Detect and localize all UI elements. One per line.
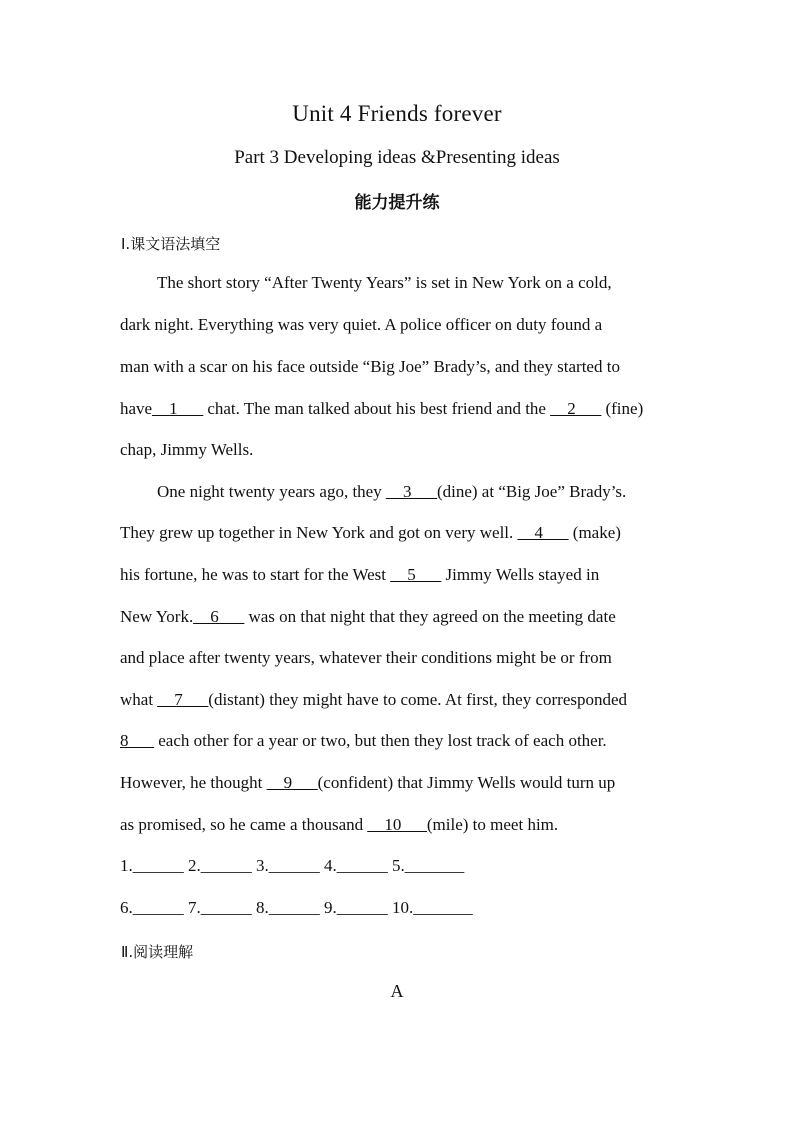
passage-line xyxy=(120,357,620,377)
passage-text-segment: However, he thought xyxy=(120,773,267,792)
passage-text-segment: chat. The man talked about his best friend and the xyxy=(203,399,551,418)
passage-text-segment: (mile) to meet him. xyxy=(426,815,559,834)
passage-text-segment: (fine) xyxy=(601,399,644,418)
passage-text-segment: man with a scar on his face outside “Big Joe” Brady’s, and they started to xyxy=(120,357,620,376)
passage-line xyxy=(120,607,616,627)
passage-text-segment: They grew up together in New York and got on very well. xyxy=(120,523,518,542)
passage-text-segment: (make) xyxy=(568,523,621,542)
fill-in-blank[interactable]: 8___ xyxy=(120,731,154,750)
passage-text-segment: what xyxy=(120,690,158,709)
section-2-label: Ⅱ.阅读理解 xyxy=(121,943,194,961)
passage-line xyxy=(157,482,626,502)
passage-text-segment: as promised, so he came a thousand xyxy=(120,815,368,834)
passage-text-segment: The short story “After Twenty Years” is set in New York on a cold, xyxy=(157,273,612,292)
passage-line xyxy=(120,648,612,668)
passage-text-segment: and place after twenty years, whatever their conditions might be or from xyxy=(120,648,612,667)
passage-text-segment: (distant) they might have to come. At first, they corresponded xyxy=(208,690,628,709)
fill-in-blank[interactable]: __2___ xyxy=(550,399,602,418)
passage-line xyxy=(120,440,253,460)
passage-line xyxy=(120,815,558,835)
fill-in-blank[interactable]: __5___ xyxy=(390,565,442,584)
passage-line xyxy=(120,690,627,710)
passage-text-segment: Jimmy Wells stayed in xyxy=(441,565,600,584)
passage-text-segment: dark night. Everything was very quiet. A police officer on duty found a xyxy=(120,315,603,334)
section-1-label: Ⅰ.课文语法填空 xyxy=(121,235,221,253)
unit-title: Unit 4 Friends forever xyxy=(292,101,502,126)
passage-text-segment: New York. xyxy=(120,607,194,626)
part-subtitle: Part 3 Developing ideas &Presenting ideas xyxy=(234,147,560,168)
fill-in-blank[interactable]: __1___ xyxy=(152,399,204,418)
passage-letter: A xyxy=(390,981,404,1001)
fill-in-blank[interactable]: __6___ xyxy=(193,607,245,626)
fill-in-blank[interactable]: __9___ xyxy=(266,773,318,792)
fill-in-blank[interactable]: __10___ xyxy=(367,815,427,834)
answer-row-2: 6.______ 7.______ 8.______ 9.______ 10._______ xyxy=(120,898,473,917)
passage-line xyxy=(120,523,621,543)
passage-line xyxy=(157,273,612,293)
passage-line xyxy=(120,773,615,793)
fill-in-blank[interactable]: __7___ xyxy=(157,690,209,709)
answer-row-1: 1.______ 2.______ 3.______ 4.______ 5._______ xyxy=(120,856,465,875)
passage-text-segment: (confident) that Jimmy Wells would turn up xyxy=(317,773,616,792)
passage-text-segment: each other for a year or two, but then they lost track of each other. xyxy=(154,731,607,750)
passage-text-segment: was on that night that they agreed on the meeting date xyxy=(244,607,616,626)
fill-in-blank[interactable]: __4___ xyxy=(517,523,569,542)
passage-line xyxy=(120,731,607,751)
passage-text-segment: have xyxy=(120,399,153,418)
passage-text-segment: (dine) at “Big Joe” Brady’s. xyxy=(436,482,627,501)
passage-line xyxy=(120,315,602,335)
passage-text-segment: his fortune, he was to start for the West xyxy=(120,565,391,584)
fill-in-blank[interactable]: __3___ xyxy=(385,482,437,501)
passage-text-segment: chap, Jimmy Wells. xyxy=(120,440,254,459)
passage-text-segment: One night twenty years ago, they xyxy=(157,482,386,501)
exercise-heading: 能力提升练 xyxy=(354,193,440,213)
passage-line xyxy=(120,565,599,585)
passage-line xyxy=(120,399,643,419)
